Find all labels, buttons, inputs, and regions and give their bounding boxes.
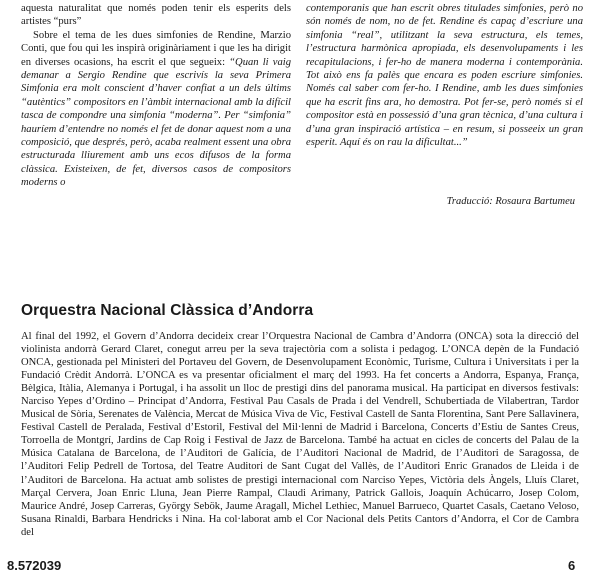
right-column	[306, 2, 583, 149]
page-number: 6	[568, 558, 576, 573]
left-column	[21, 2, 291, 190]
translator-credit: Traducció: Rosaura Bartumeu	[446, 196, 575, 207]
left-paragraph-1: aquesta naturalitat que només poden tenir els esperits dels artistes “purs”	[21, 3, 291, 28]
section-title: Orquestra Nacional Clàssica d’Andorra	[21, 302, 314, 319]
section-body: Al final del 1992, el Govern d’Andorra decideix crear l’Orquestra Nacional de Cambra d’Andorra (ONCA) sota la direcció del violinista andorrà Gerard Claret, conegut arreu per la seva trajectòria com a solista i pedagog. L’ONCA depèn de la Fundació ONCA, gestionada pel Ministeri del Portaveu del Govern, de Desenvolupament Econòmic, Turisme, Cultura i Universitats i per la Fundació Crèdit Andorrà. L’ONCA es va presentar oficialment el març del 1993. Ha fet concerts a Andorra, Espanya, França, Bèlgica, Itàlia, Alemanya i Portugal, i ha assolit un lloc de prestigi dins del panorama musical. Ha participat en diversos festivals: Narciso Yepes d’Ordino – Principat d’Andorra, Festival Pau Casals de Prada i del Vendrell, Schubertiada de Vilabertran, Tardor Musical de Sòria, Serenates de València, Mercat de Música Viva de Vic, Festival Castell de Santa Florentina, Sant Pere Sallavinera, Festival Castell de Peralada, Festival d’Estoril, Festival del Mil·lenni de Madrid i Barcelona, Concerts d’Estiu de Santes Creus, Torroella de Montgrí, Jardins de Cap Roig i Festival de Jazz de Barcelona. També ha actuat en cicles de concerts del Palau de la Música Catalana de Barcelona, de l’Auditori de Galícia, de l’Auditori Nacional de Madrid, de l’Auditori de Saragossa, de l’Auditori Felip Pedrell de Tortosa, del Teatre Auditori de Sant Cugat del Vallès, de l’Auditori Enric Granados de Lleida i de l’Auditori de Barcelona. Ha actuat amb solistes de prestigi internacional com Narciso Yepes, Victòria dels Àngels, Lluís Claret, Marçal Cervera, Joan Enric Lluna, Jean Pierre Rampal, Claudi Arimany, Patrick Gallois, Joaquín Achúcarro, Josep Colom, Maurice André, Josep Carreras, György Sebök, Jaume Aragall, Michel Lethiec, Manuel Barrueco, Quartet Casals, Caetano Veloso, Susana Rinaldi, Barbara Hendricks i Nina. Ha col·laborat amb el Cor Nacional dels Petits Cantors d’Andorra, el Cor de Cambra del	[21, 331, 579, 538]
conti-quote: “Quan li vaig demanar a Sergio Rendine que escrivís la seva Primera Simfonia era molt conscient d’haver confiat a un dels últims “autèntics” compositors en l’àmbit internacional amb la difícil tasca de compondre una simfonia “moderna”. Per “simfonia” hauríem d’entendre no només el fet de donar aquest nom a una composició, que després, però, acaba realment essent una obra estructurada lliurement amb uns ecos difusos de la forma clàssica. Existeixen, de fet, diversos casos de compositors moderns o	[21, 56, 291, 189]
right-paragraph: contemporanis que han escrit obres titulades simfonies, però no són només de nom, no de fet. Rendine és capaç d’escriure una simfonia “real”, utilitzant la seva estructura, els temes, l’estructura harmònica apropiada, els desenvolupaments i les recapitulacions, i fer-ho de manera moderna i contemporània. Tot això ens fa palès que encara es poden escriure simfonies. Només cal saber com fer-ho. I Rendine, amb les dues simfonies que ha escrit fins ara, ho demostra. Pot fer-se, però només si el compositor està en possessió d’una gran tècnica, d’una cultura i d’una gran inspiració artística – en resum, si posseeix un gran esperit. Aquí és on rau la dificultat...”	[306, 3, 583, 149]
left-paragraph-2	[21, 29, 291, 190]
paragraph-intro: Sobre el tema de les dues simfonies de Rendine, Marzio Conti, que fou qui les inspirà originàriament i que les ha dirigit en diverses ocasions, ha escrit el que segueix:	[21, 29, 291, 68]
catalog-number: 8.572039	[7, 558, 62, 573]
